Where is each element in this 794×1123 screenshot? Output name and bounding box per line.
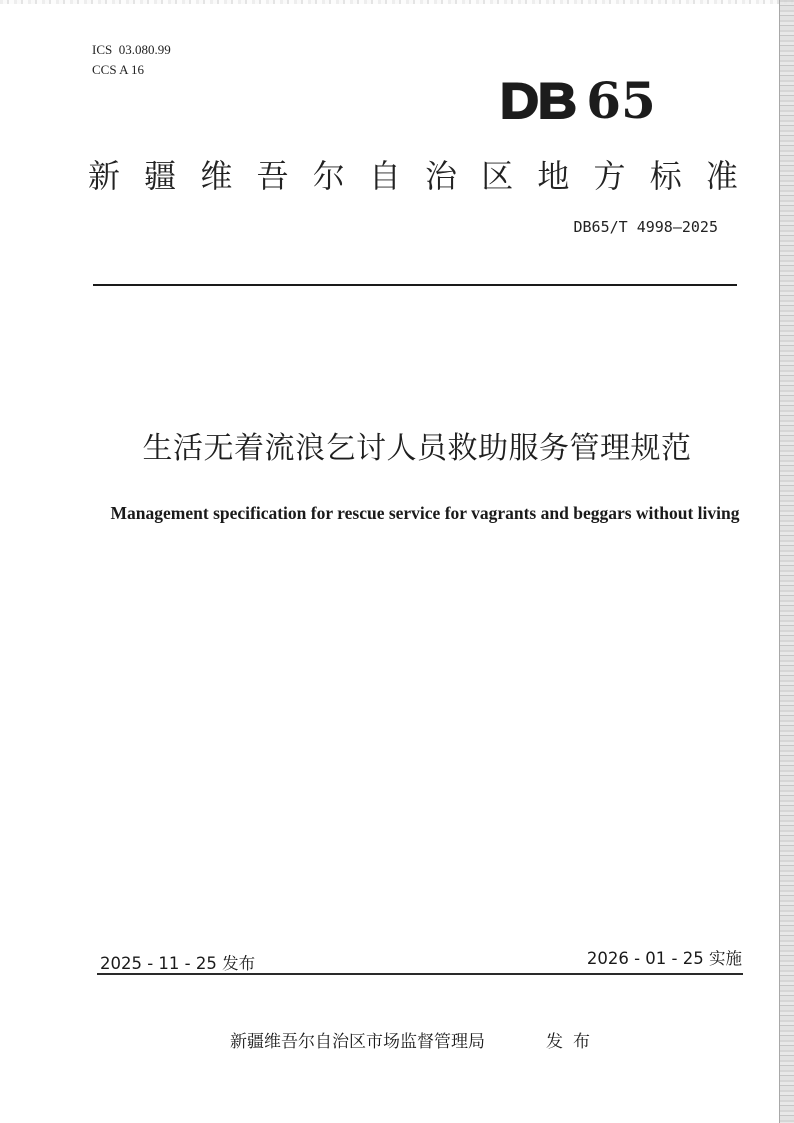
heading-char: 尔 — [312, 157, 345, 195]
heading-char: 吾 — [256, 157, 289, 195]
heading-char: 区 — [481, 157, 514, 195]
issue-date: 2025 - 11 - 25 发布 — [100, 954, 256, 973]
scan-edge-right — [779, 0, 794, 1123]
standard-code: DB65/T 4998—2025 — [573, 218, 718, 236]
heading-char: 准 — [705, 157, 738, 195]
heading-char: 维 — [200, 157, 233, 195]
implementation-date: 2026 - 01 - 25 实施 — [586, 949, 742, 968]
footer-divider — [97, 973, 743, 975]
document-title-chinese: 生活无着流浪乞讨人员救助服务管理规范 — [142, 431, 692, 466]
heading-char: 自 — [368, 157, 401, 195]
heading-char: 治 — [425, 157, 458, 195]
heading-char: 方 — [593, 157, 626, 195]
heading-char: 疆 — [144, 157, 177, 195]
document-title-english: Management specification for rescue service for vagrants and beggars without living — [110, 503, 740, 523]
logo-number: 65 — [586, 71, 656, 130]
logo-prefix: DB — [500, 73, 576, 129]
classification-codes — [92, 40, 171, 80]
publish-label: 发布 — [546, 1032, 600, 1052]
standard-type-heading — [88, 154, 738, 198]
publisher-name: 新疆维吾尔自治区市场监督管理局 — [230, 1032, 485, 1052]
heading-char: 新 — [88, 157, 121, 195]
ics-code: ICS 03.080.99 — [92, 42, 171, 57]
db65-logo — [500, 71, 656, 130]
heading-char: 地 — [537, 157, 570, 195]
header-divider — [93, 284, 737, 286]
ccs-code: CCS A 16 — [92, 62, 145, 77]
heading-char: 标 — [649, 157, 682, 195]
scan-edge-top — [0, 0, 794, 4]
